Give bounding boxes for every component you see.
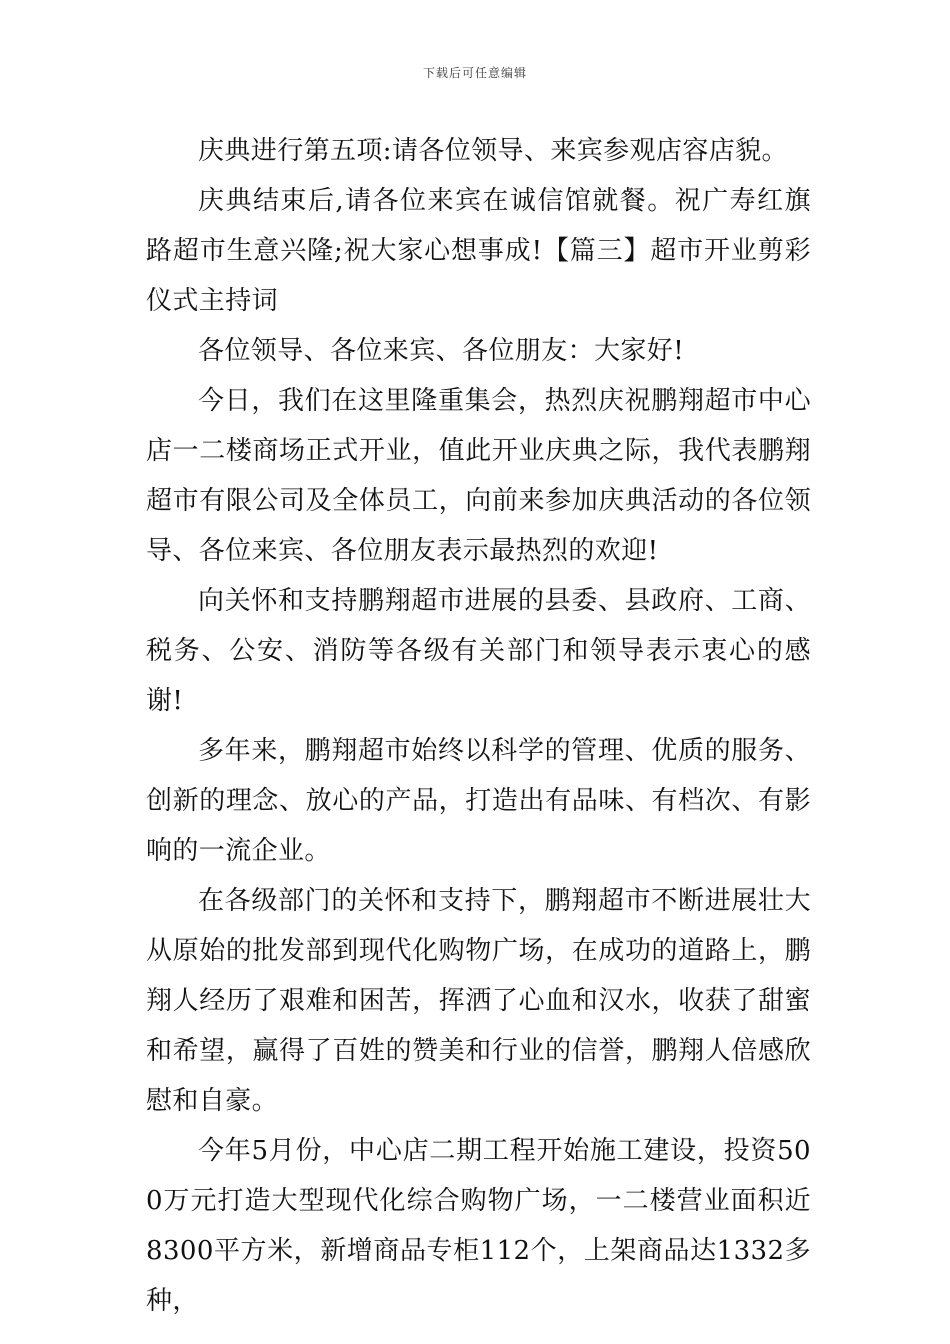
paragraph-ceremony-end: 庆典结束后,请各位来宾在诚信馆就餐。祝广寿红旗路超市生意兴隆;祝大家心想事成!【篇三】超市开业剪彩仪式主持词 [146,186,811,316]
document-body [146,126,811,1326]
page-header-note: 下载后可任意编辑 [422,66,527,80]
paragraph-greeting: 各位领导、各位来宾、各位朋友：大家好! [198,336,685,366]
paragraph-ceremony-item-five: 庆典进行第五项:请各位领导、来宾参观店容店貌。 [198,136,788,166]
paragraph-growth: 在各级部门的关怀和支持下，鹏翔超市不断进展壮大从原始的批发部到现代化购物广场，在成功的道路上，鹏翔人经历了艰难和困苦，挥洒了心血和汉水，收获了甜蜜和希望，赢得了百姓的赞美和行业的信誉，鹏翔人倍感欣慰和自豪。 [146,886,811,1116]
paragraph-welcome: 今日，我们在这里隆重集会，热烈庆祝鹏翔超市中心店一二楼商场正式开业，值此开业庆典之际，我代表鹏翔超市有限公司及全体员工，向前来参加庆典活动的各位领导、各位来宾、各位朋友表示最热烈的欢迎! [146,386,811,566]
paragraph-phase-two: 今年5月份，中心店二期工程开始施工建设，投资500万元打造大型现代化综合购物广场，一二楼营业面积近8300平方米，新增商品专柜112个，上架商品达1332多种， [146,1136,811,1316]
paragraph-thanks: 向关怀和支持鹏翔超市进展的县委、县政府、工商、税务、公安、消防等各级有关部门和领导表示衷心的感谢! [146,586,811,716]
paragraph-history: 多年来，鹏翔超市始终以科学的管理、优质的服务、创新的理念、放心的产品，打造出有品味、有档次、有影响的一流企业。 [146,736,811,866]
